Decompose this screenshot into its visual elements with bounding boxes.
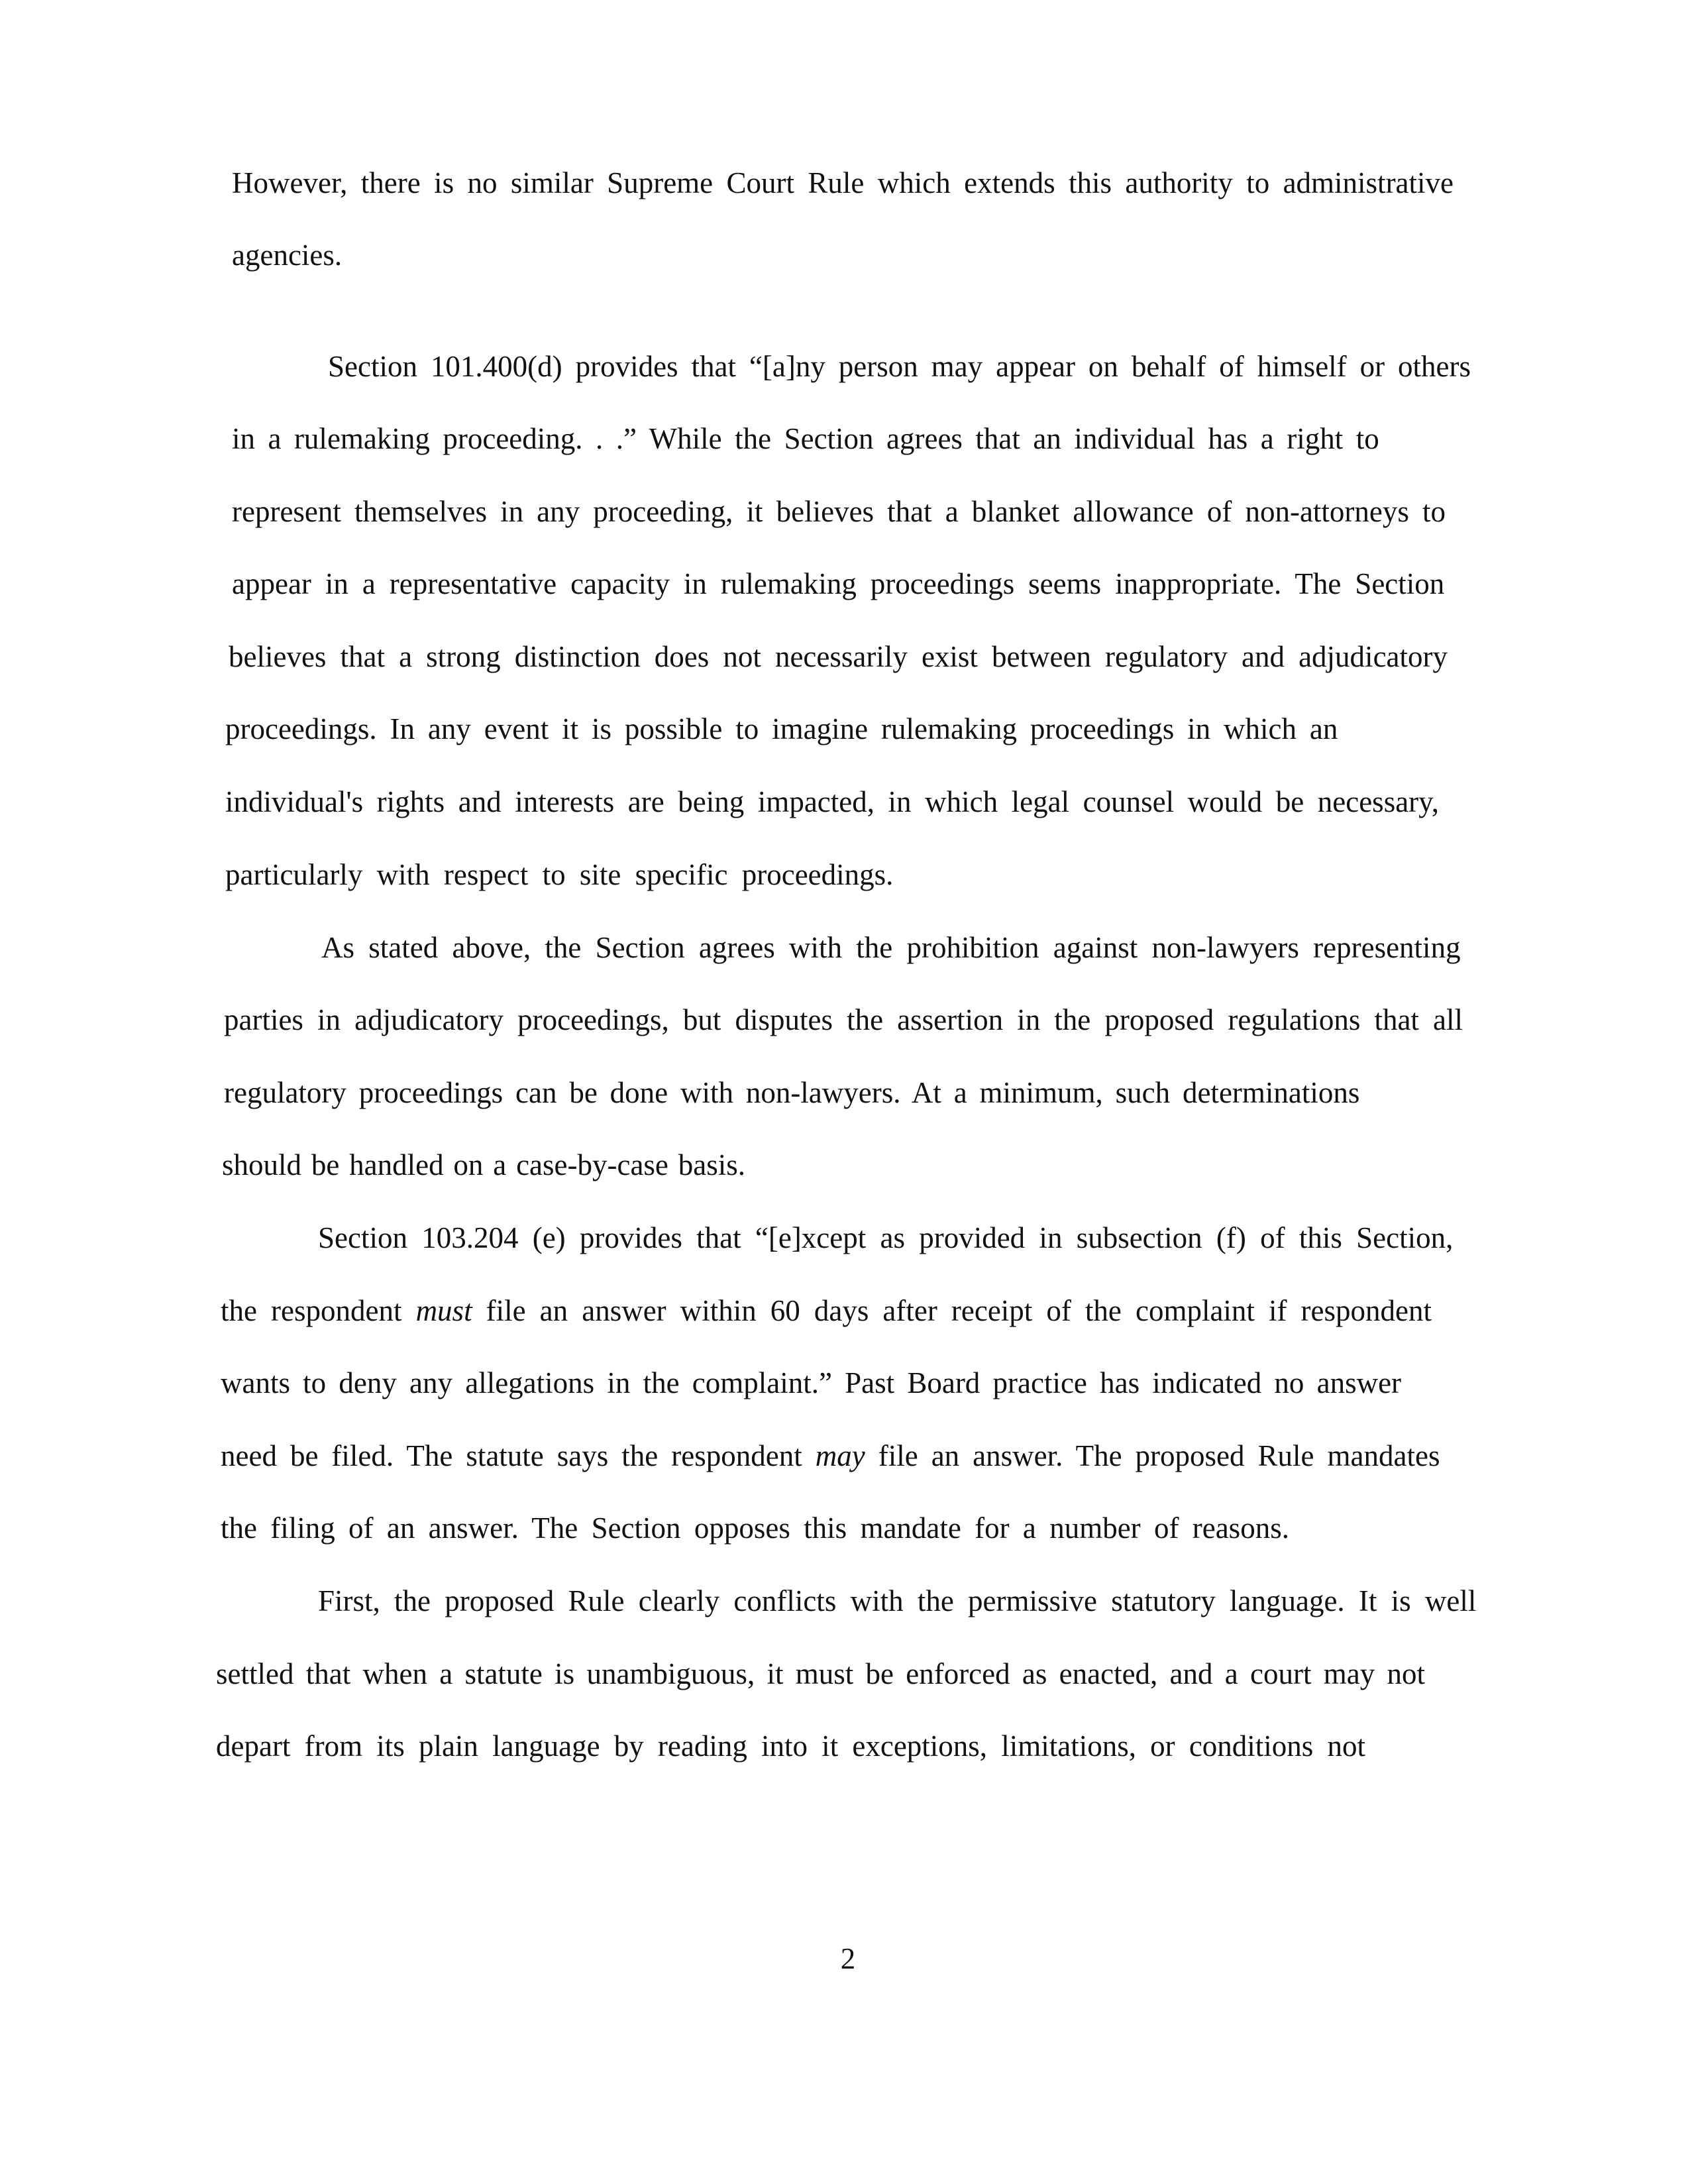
text-run: appear in a representative capacity in rulemaking proceedings seems inappropriate. The Section	[232, 567, 1445, 600]
text-line	[216, 1655, 1425, 1692]
text-line	[229, 638, 1448, 675]
text-line	[225, 856, 893, 893]
text-line	[221, 1292, 1432, 1329]
text-line	[318, 1219, 1453, 1256]
text-line	[224, 1001, 1463, 1038]
text-run: the filing of an answer. The Section opposes this mandate for a number of reasons.	[221, 1511, 1289, 1545]
text-run: the respondent	[221, 1294, 416, 1327]
text-run: represent themselves in any proceeding, it believes that a blanket allowance of non-attorneys to	[232, 495, 1446, 528]
text-line	[222, 1146, 745, 1183]
text-line	[225, 710, 1338, 747]
text-run: Section 101.400(d) provides that “[a]ny person may appear on behalf of himself or others	[328, 350, 1471, 383]
text-run: individual's rights and interests are being impacted, in which legal counsel would be necessary,	[225, 785, 1439, 818]
text-run: Section 103.204 (e) provides that “[e]xcept as provided in subsection (f) of this Section,	[318, 1221, 1454, 1254]
text-line	[221, 1437, 1440, 1474]
text-run: need be filed. The statute says the respondent	[221, 1439, 816, 1472]
text-run: should be handled on a case-by-case basis.	[222, 1148, 745, 1181]
text-line	[232, 565, 1444, 602]
text-run: agencies.	[232, 239, 343, 272]
text-run: file an answer. The proposed Rule mandates	[865, 1439, 1440, 1472]
text-run: As stated above, the Section agrees with the prohibition against non-lawyers representing	[321, 931, 1461, 964]
text-run: However, there is no similar Supreme Court Rule which extends this authority to administrative	[232, 166, 1454, 199]
text-line	[216, 1727, 1365, 1765]
text-line	[232, 420, 1379, 457]
text-run: settled that when a statute is unambiguous, it must be enforced as enacted, and a court may not	[216, 1657, 1425, 1690]
italic-text: may	[815, 1439, 865, 1472]
text-run: file an answer within 60 days after receipt of the complaint if respondent	[472, 1294, 1432, 1327]
text-run: proceedings. In any event it is possible to imagine rulemaking proceedings in which an	[225, 712, 1338, 745]
text-line	[224, 1074, 1359, 1111]
text-run: believes that a strong distinction does not necessarily exist between regulatory and adjudicatory	[229, 640, 1448, 673]
text-run: First, the proposed Rule clearly conflicts with the permissive statutory language. It is well	[318, 1584, 1477, 1617]
page-number: 2	[840, 1942, 856, 1975]
text-run: regulatory proceedings can be done with non-lawyers. At a minimum, such determinations	[224, 1076, 1360, 1109]
text-run: in a rulemaking proceeding. . .” While the Section agrees that an individual has a right to	[232, 422, 1379, 455]
text-line	[328, 348, 1471, 385]
text-run: parties in adjudicatory proceedings, but disputes the assertion in the proposed regulations that all	[224, 1003, 1463, 1036]
text-line	[232, 493, 1446, 530]
text-line	[318, 1582, 1476, 1619]
italic-text: must	[415, 1294, 472, 1327]
text-run: depart from its plain language by reading into it exceptions, limitations, or conditions not	[216, 1729, 1365, 1763]
text-run: particularly with respect to site specific proceedings.	[225, 858, 894, 891]
text-line	[321, 929, 1461, 966]
text-line	[221, 1364, 1401, 1401]
text-run: wants to deny any allegations in the complaint.” Past Board practice has indicated no answer	[221, 1366, 1402, 1399]
text-line	[221, 1509, 1289, 1547]
text-line	[225, 783, 1439, 820]
text-line	[232, 164, 1454, 201]
text-line	[232, 237, 342, 274]
